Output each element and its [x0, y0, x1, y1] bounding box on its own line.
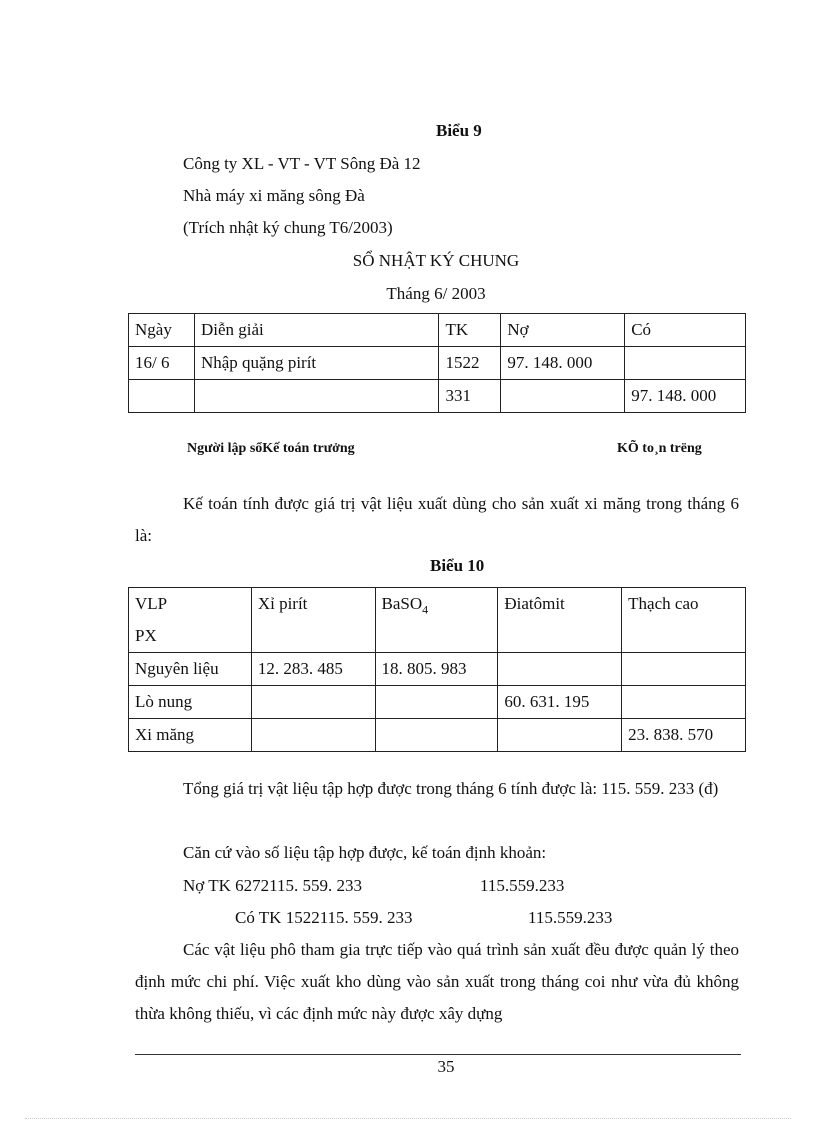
company-name: Công ty XL - VT - VT Sông Đà 12: [183, 154, 421, 173]
table-row: [129, 380, 746, 413]
header-cell: Thạch cao: [622, 588, 746, 653]
table-header-row: [129, 314, 746, 347]
table-cell: 60. 631. 195: [498, 686, 622, 719]
header-cell: Điatômit: [498, 588, 622, 653]
excerpt-note: (Trích nhật ký chung T6/2003): [183, 218, 393, 237]
factory-name: Nhà máy xi măng sông Đà: [183, 186, 365, 205]
entry-debit-label: Nợ TK 6272115. 559. 233: [183, 876, 362, 895]
table-cell: [375, 686, 498, 719]
table-cell: [625, 347, 746, 380]
bieu9-title: Biểu 9: [436, 121, 482, 140]
entry-credit-amount: 115.559.233: [528, 908, 613, 927]
table-cell: 18. 805. 983: [375, 653, 498, 686]
header-cell: Nợ: [501, 314, 625, 347]
table-cell: 1522: [439, 347, 501, 380]
table-row: [129, 719, 746, 752]
table-row: [129, 686, 746, 719]
materials-table: [128, 587, 746, 752]
table-header-row: [129, 588, 746, 653]
table-cell: [251, 719, 375, 752]
header-px: PX: [135, 626, 157, 645]
table-cell: 23. 838. 570: [622, 719, 746, 752]
paragraph-text: Tổng giá trị vật liệu tập hợp được trong tháng 6 tính được là: 115. 559. 233 (đ): [183, 779, 719, 798]
header-cell: TK: [439, 314, 501, 347]
table-cell: [129, 380, 195, 413]
header-baso: BaSO: [381, 594, 423, 613]
table-cell: [251, 686, 375, 719]
table-cell: 97. 148. 000: [501, 347, 625, 380]
table-cell: [622, 653, 746, 686]
table-cell: Nguyên liệu: [129, 653, 252, 686]
table-cell: Lò nung: [129, 686, 252, 719]
paragraph-text: Các vật liệu phô tham gia trực tiếp vào quá trình sản xuất đều được quản lý theo định mức chi phí. Việc xuất kho dùng vào sản xuất trong tháng coi như vừa đủ không thừa không thiếu, vì các định mức này được xây dựng: [135, 940, 739, 1023]
page-number: 35: [437, 1057, 455, 1076]
journal-month: Tháng 6/ 2003: [386, 284, 486, 303]
footer-divider: [135, 1054, 741, 1055]
table-cell: Xi măng: [129, 719, 252, 752]
paragraph-basis: Căn cứ vào số liệu tập hợp được, kế toán định khoản:: [183, 843, 547, 862]
signature-right: KÕ to¸n trëng: [617, 441, 702, 456]
table-cell: [375, 719, 498, 752]
table-cell: [498, 653, 622, 686]
table-cell: [194, 380, 439, 413]
header-baso-subscript: 4: [422, 602, 429, 617]
entry-credit-label: Có TK 1522115. 559. 233: [235, 908, 413, 927]
table-cell: Nhập quặng pirít: [194, 347, 439, 380]
header-cell: Xỉ pirít: [251, 588, 375, 653]
header-vlp: VLP: [135, 594, 168, 613]
page-bottom-border: [25, 1118, 791, 1119]
table-cell: 97. 148. 000: [625, 380, 746, 413]
header-cell: [129, 588, 252, 653]
table-cell: [501, 380, 625, 413]
table-cell: 16/ 6: [129, 347, 195, 380]
journal-table: [128, 313, 746, 413]
header-cell: Diễn giải: [194, 314, 439, 347]
table-cell: [622, 686, 746, 719]
signature-left: Người lập sổKế toán trưởng: [187, 441, 355, 456]
header-cell: Ngày: [129, 314, 195, 347]
paragraph-norms: [135, 934, 739, 1030]
header-cell: [375, 588, 498, 653]
table-cell: [498, 719, 622, 752]
entry-debit-amount: 115.559.233: [480, 876, 565, 895]
journal-title: SỔ NHẬT KÝ CHUNG: [352, 251, 520, 270]
paragraph-intro: [135, 488, 739, 552]
table-cell: 12. 283. 485: [251, 653, 375, 686]
table-row: [129, 653, 746, 686]
bieu10-title: Biểu 10: [430, 556, 485, 575]
table-cell: 331: [439, 380, 501, 413]
paragraph-text: Kế toán tính được giá trị vật liệu xuất dùng cho sản xuất xi măng trong tháng 6 là:: [135, 494, 739, 545]
header-cell: Có: [625, 314, 746, 347]
table-row: [129, 347, 746, 380]
paragraph-total: [135, 773, 739, 805]
